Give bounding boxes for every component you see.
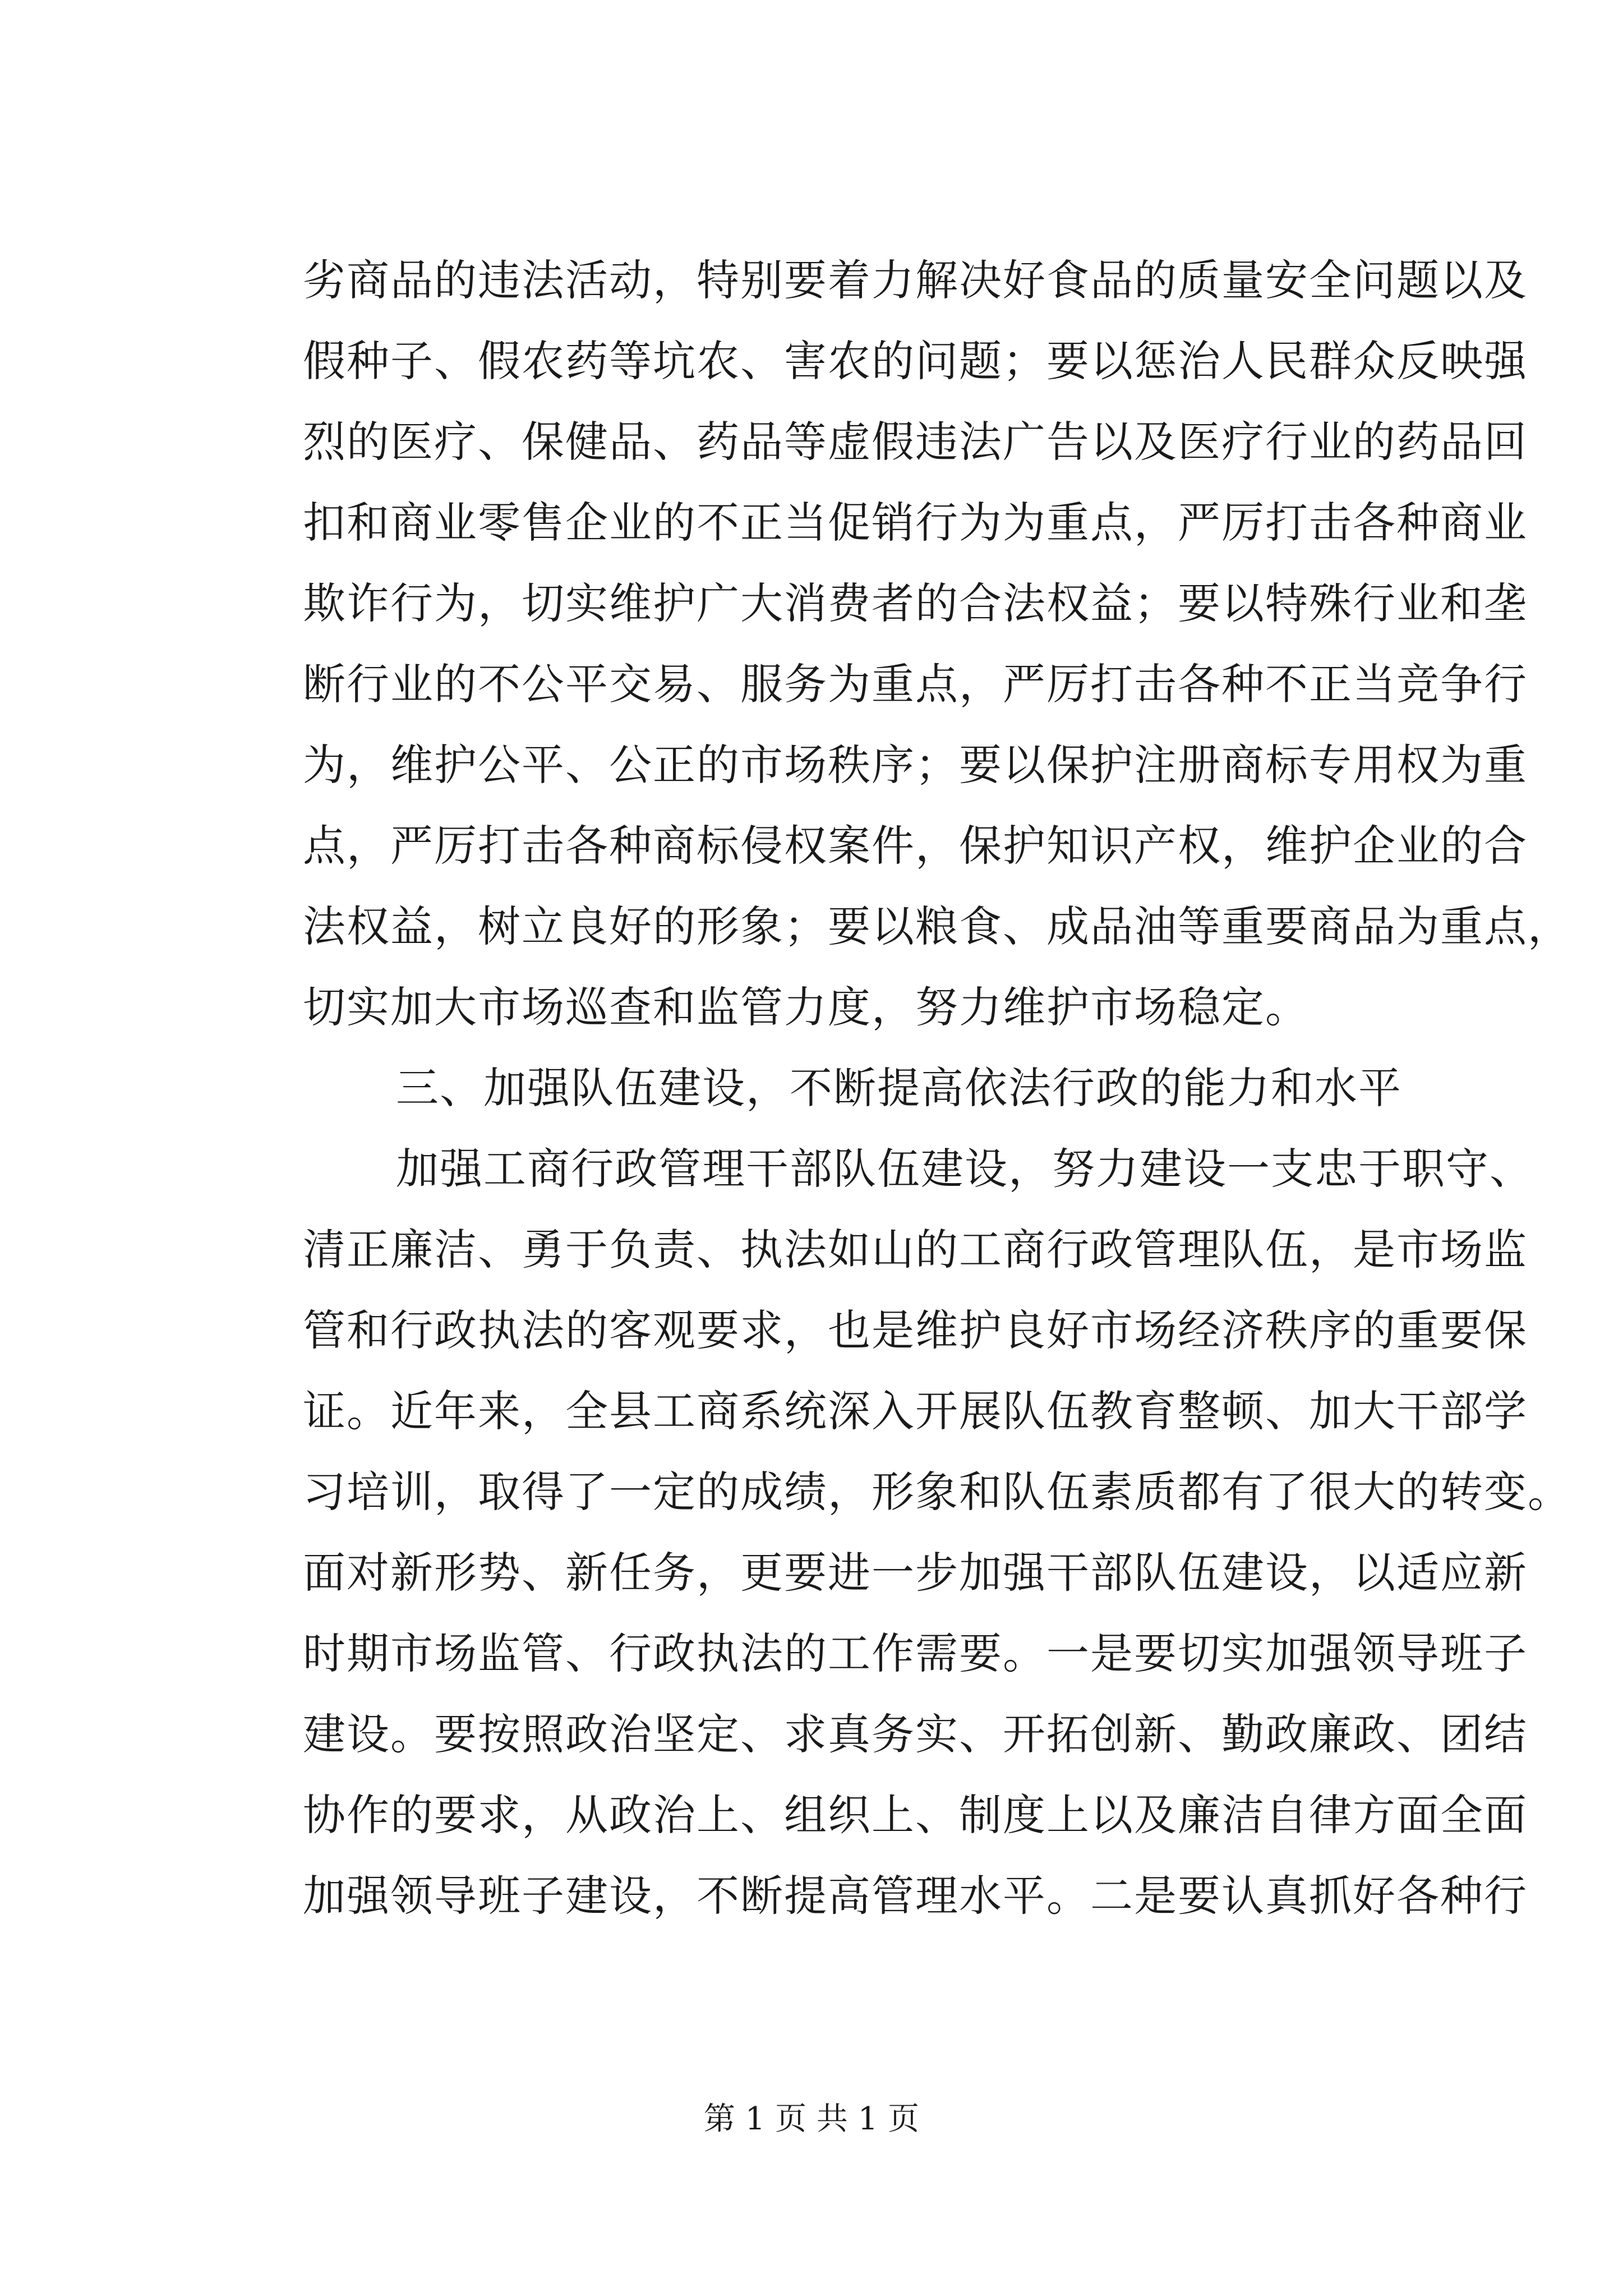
body-line: 面对新形势、新任务，更要进一步加强干部队伍建设，以适应新 xyxy=(303,1548,1528,1598)
body-line: 建设。要按照政治坚定、求真务实、开拓创新、勤政廉政、团结 xyxy=(303,1709,1528,1759)
body-line: 法权益，树立良好的形象；要以粮食、成品油等重要商品为重点， xyxy=(303,901,1571,951)
body-line: 欺诈行为，切实维护广大消费者的合法权益；要以特殊行业和垄 xyxy=(303,578,1528,628)
page-number-footer: 第 1 页 共 1 页 xyxy=(703,2101,920,2137)
body-line: 管和行政执法的客观要求，也是维护良好市场经济秩序的重要保 xyxy=(303,1305,1528,1355)
body-line: 清正廉洁、勇于负责、执法如山的工商行政管理队伍，是市场监 xyxy=(303,1225,1528,1274)
body-line: 时期市场监管、行政执法的工作需要。一是要切实加强领导班子 xyxy=(303,1628,1528,1678)
document-body xyxy=(303,240,1571,1936)
body-line: 点，严厉打击各种商标侵权案件，保护知识产权，维护企业的合 xyxy=(303,821,1528,871)
body-line: 劣商品的违法活动，特别要着力解决好食品的质量安全问题以及 xyxy=(303,255,1528,305)
body-line: 烈的医疗、保健品、药品等虚假违法广告以及医疗行业的药品回 xyxy=(303,417,1528,467)
body-line: 扣和商业零售企业的不正当促销行为为重点，严厉打击各种商业 xyxy=(303,498,1528,547)
paragraph-first-line: 加强工商行政管理干部队伍建设，努力建设一支忠于职守、 xyxy=(396,1144,1533,1194)
body-line: 假种子、假农药等坑农、害农的问题；要以惩治人民群众反映强 xyxy=(303,336,1528,386)
body-line: 为，维护公平、公正的市场秩序；要以保护注册商标专用权为重 xyxy=(303,740,1528,790)
body-line: 协作的要求，从政治上、组织上、制度上以及廉洁自律方面全面 xyxy=(303,1790,1528,1840)
body-line: 习培训，取得了一定的成绩，形象和队伍素质都有了很大的转变。 xyxy=(303,1467,1571,1517)
body-line: 加强领导班子建设，不断提高管理水平。二是要认真抓好各种行 xyxy=(303,1871,1528,1921)
body-line: 断行业的不公平交易、服务为重点，严厉打击各种不正当竞争行 xyxy=(303,659,1528,709)
section-heading: 三、加强队伍建设，不断提高依法行政的能力和水平 xyxy=(396,1063,1402,1113)
body-line: 切实加大市场巡查和监管力度，努力维护市场稳定。 xyxy=(303,982,1309,1032)
body-line: 证。近年来，全县工商系统深入开展队伍教育整顿、加大干部学 xyxy=(303,1386,1528,1436)
